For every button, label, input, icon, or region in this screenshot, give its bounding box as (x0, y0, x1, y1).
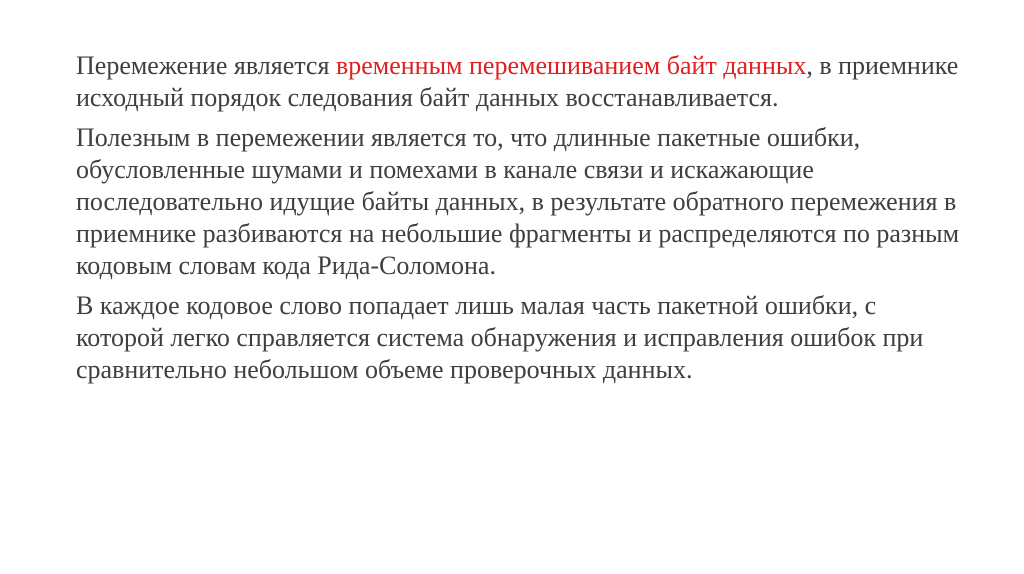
paragraph-interleaving-definition (76, 50, 966, 114)
slide-body (76, 50, 966, 394)
paragraph-1-lead: Перемежение является (76, 51, 336, 80)
paragraph-1-tail: , в приемнике исходный порядок следования байт данных восстанавливается. (76, 51, 959, 112)
paragraph-interleaving-benefit: Полезным в перемежении является то, что длинные пакетные ошибки, обусловленные шумами и помехами в канале связи и искажающие последовательно идущие байты данных, в результате обратного перемежения в приемнике разбиваются на небольшие фрагменты и распределяются по разным кодовым словам кода Рида-Соломона. (76, 123, 960, 280)
highlighted-phrase: временным перемешиванием байт данных (335, 51, 807, 80)
paragraph-codeword-error-correction: В каждое кодовое слово попадает лишь малая часть пакетной ошибки, с которой легко справляется система обнаружения и исправления ошибок при сравнительно небольшом объеме проверочных данных. (76, 291, 924, 384)
